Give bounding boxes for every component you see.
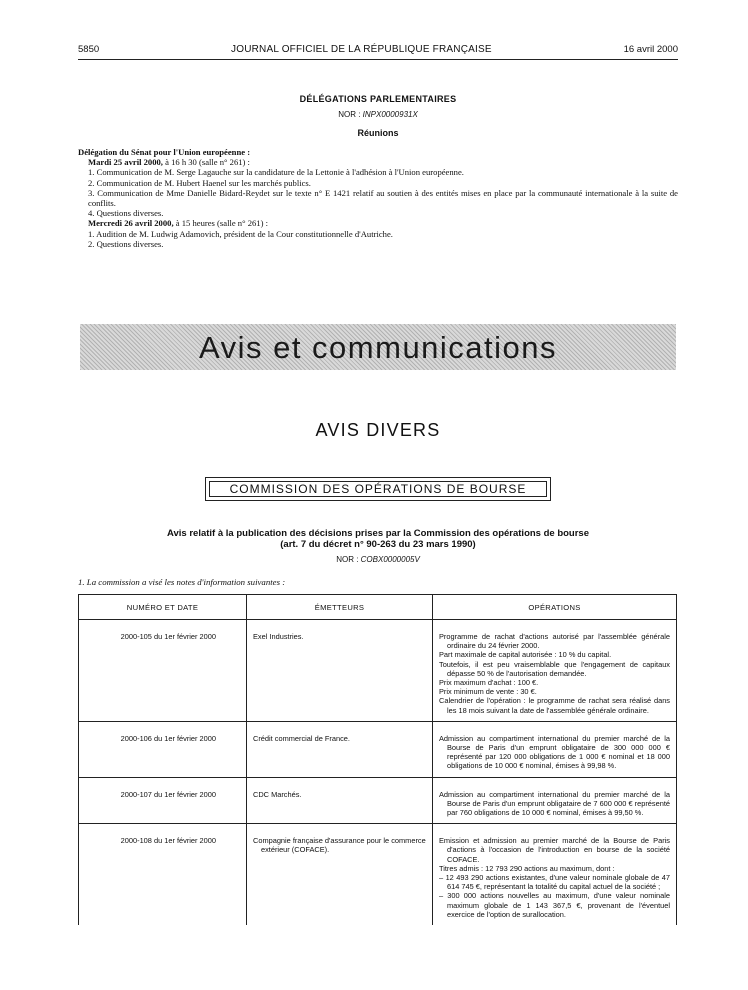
- operation-line: Calendrier de l'opération : le programme de rachat sera réalisé dans les 18 mois suivant la date de l'assemblée générale ordinaire.: [439, 696, 670, 715]
- commission-title-box: [205, 477, 551, 501]
- operation-line: Admission au compartiment international du premier marché de la Bourse de Paris d'un emprunt obligataire de 7 600 000 € représenté par 760 obligations de 10 000 € nominal, émises à 99,50 %.: [439, 789, 670, 818]
- operation-line: Toutefois, il est peu vraisemblable que l'engagement de capitaux dépasse 50 % de l'autorisation demandée.: [439, 659, 670, 678]
- intro-text: [78, 577, 285, 587]
- operation-line: Part maximale de capital autorisée : 10 % du capital.: [439, 650, 612, 660]
- agenda-item: 3. Communication de Mme Danielle Bidard-Reydet sur le texte n° E 1421 relatif au soutien à des entités mises en place par la communauté internationale à la suite de conflits.: [88, 187, 678, 209]
- nor-code: COBX0000005V: [360, 555, 420, 564]
- row-operations: [433, 721, 677, 777]
- meeting-day: Mercredi 26 avril 2000,: [88, 218, 174, 229]
- operation-line: Programme de rachat d'actions autorisé par l'assemblée générale ordinaire du 24 février 2000.: [439, 632, 670, 651]
- row-emetteur: Crédit commercial de France.: [247, 721, 433, 777]
- delegation-name: Délégation du Sénat pour l'Union européenne :: [78, 147, 251, 157]
- avis-divers-title: AVIS DIVERS: [315, 420, 441, 440]
- column-header-date: NUMÉRO ET DATE: [79, 595, 247, 620]
- row-operations: [433, 620, 677, 722]
- operations-table: [78, 594, 677, 925]
- meeting-heading: [78, 157, 678, 167]
- page-number: 5850: [78, 44, 100, 55]
- commission-title: COMMISSION DES OPÉRATIONS DE BOURSE: [229, 482, 527, 496]
- issue-date: 16 avril 2000: [623, 44, 678, 55]
- meeting-time: à 16 h 30 (salle n° 261) :: [165, 157, 250, 168]
- nor-label: NOR :: [338, 110, 361, 119]
- agenda-item: 2. Questions diverses.: [88, 238, 164, 249]
- avis-heading-line2: (art. 7 du décret n° 90-263 du 23 mars 1990): [280, 539, 476, 550]
- row-date: 2000-107 du 1er février 2000: [79, 777, 247, 824]
- avis-heading: [78, 528, 678, 550]
- nor-label: NOR :: [336, 555, 359, 564]
- row-operations: [433, 777, 677, 824]
- table-row: [79, 824, 677, 925]
- row-emetteur: Exel Industries.: [247, 620, 433, 722]
- agenda-item: 2. Communication de M. Hubert Haenel sur les marchés publics.: [88, 177, 311, 188]
- subsection-title: Réunions: [357, 128, 399, 138]
- avis-communications-banner: [80, 324, 676, 370]
- row-date: 2000-106 du 1er février 2000: [79, 721, 247, 777]
- row-operations: [433, 824, 677, 925]
- row-date: 2000-105 du 1er février 2000: [79, 620, 247, 722]
- intro-italic: 1. La commission a visé les notes d'information suivantes :: [78, 577, 286, 587]
- agenda-item: 4. Questions diverses.: [88, 208, 164, 219]
- nor-reference: [78, 110, 678, 119]
- table-row: [79, 620, 677, 722]
- operation-line: Admission au compartiment international du premier marché de la Bourse de Paris d'un emprunt obligataire de 300 000 000 € représenté par 120 000 obligations de 1 000 € nominal et 18 000 obligations de 10 000 € nominal, émises à 99,98 %.: [439, 733, 670, 771]
- journal-title: JOURNAL OFFICIEL DE LA RÉPUBLIQUE FRANÇAISE: [231, 44, 492, 55]
- nor-reference-cob: [78, 555, 678, 564]
- avis-heading-line1: Avis relatif à la publication des décisions prises par la Commission des opérations de bourse: [167, 528, 589, 539]
- table-header-row: [79, 595, 677, 620]
- meetings-text: [78, 147, 678, 249]
- table-row: [79, 777, 677, 824]
- operation-line: Titres admis : 12 793 290 actions au maximum, dont :: [439, 863, 615, 873]
- operation-line: – 300 000 actions nouvelles au maximum, d'une valeur nominale maximum globale de 1 143 367,5 €, provenant de l'éventuel exercice de l'option de surallocation.: [439, 891, 670, 919]
- operation-line: Emission et admission au premier marché de la Bourse de Paris d'actions à l'occasion de l'introduction en bourse de la société COFACE.: [439, 836, 670, 864]
- meeting-heading: [78, 218, 678, 228]
- meeting-time: à 15 heures (salle n° 261) :: [175, 218, 268, 229]
- row-date: 2000-108 du 1er février 2000: [79, 824, 247, 925]
- table-row: [79, 721, 677, 777]
- agenda-item: 1. Audition de M. Ludwig Adamovich, président de la Cour constitutionnelle d'Autriche.: [88, 228, 393, 239]
- page-header: [78, 44, 678, 60]
- column-header-emetteurs: ÉMETTEURS: [247, 595, 433, 620]
- operation-line: – 12 493 290 actions existantes, d'une valeur nominale globale de 47 614 745 €, représentant la totalité du capital actuel de la société ;: [439, 873, 670, 892]
- section-title: DÉLÉGATIONS PARLEMENTAIRES: [299, 94, 457, 104]
- nor-code: INPX0000931X: [362, 110, 418, 119]
- operation-line: Prix maximum d'achat : 100 €.: [439, 678, 539, 688]
- agenda-item: 1. Communication de M. Serge Lagauche sur la candidature de la Lettonie à l'adhésion à l'Union européenne.: [88, 167, 464, 178]
- row-emetteur: CDC Marchés.: [247, 777, 433, 824]
- row-emetteur: Compagnie française d'assurance pour le commerce extérieur (COFACE).: [247, 824, 433, 925]
- column-header-operations: OPÉRATIONS: [433, 595, 677, 620]
- meeting-day: Mardi 25 avril 2000,: [88, 157, 163, 168]
- banner-text: Avis et communications: [198, 329, 558, 365]
- delegations-section: [78, 94, 678, 249]
- operation-line: Prix minimum de vente : 30 €.: [439, 687, 537, 697]
